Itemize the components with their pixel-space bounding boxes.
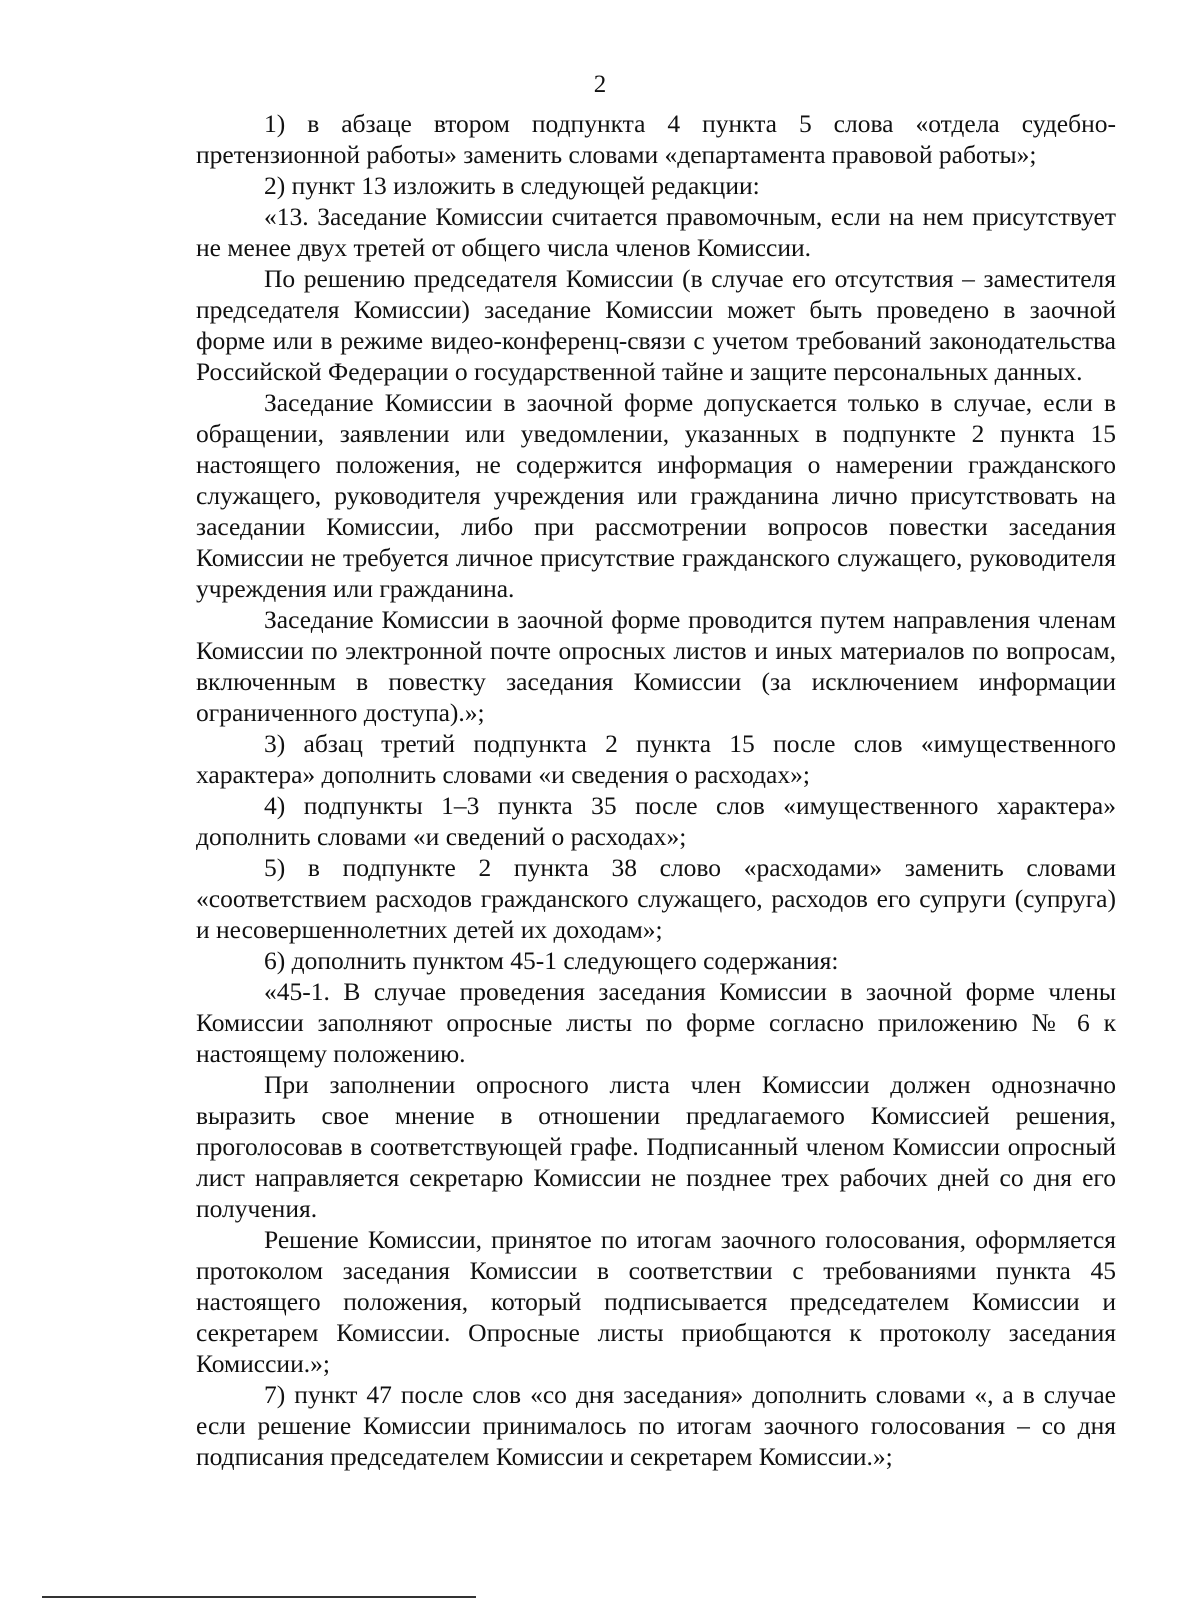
paragraph-point-13: «13. Заседание Комиссии считается правомочным, если на нем присутствует не менее двух третей от общего числа членов Комиссии. [196,202,1116,262]
paragraph-item-4: 4) подпункты 1–3 пункта 35 после слов «имущественного характера» дополнить словами «и сведений о расходах»; [196,791,1116,851]
paragraph-point-45-1: «45-1. В случае проведения заседания Комиссии в заочной форме члены Комиссии заполняют опросные листы по форме согласно приложению № 6 к настоящему положению. [196,977,1116,1068]
paragraph-item-3: 3) абзац третий подпункта 2 пункта 15 после слов «имущественного характера» дополнить словами «и сведения о расходах»; [196,729,1116,789]
paragraph-questionnaire: При заполнении опросного листа член Комиссии должен однозначно выразить свое мнение в отношении предлагаемого Комиссией решения, проголосовав в соответствующей графе. Подписанный членом Комиссии опросный лист направляется секретарю Комиссии не позднее трех рабочих дней со дня его получения. [196,1070,1116,1223]
paragraph-absentee-procedure: Заседание Комиссии в заочной форме проводится путем направления членам Комиссии по электронной почте опросных листов и иных материалов по вопросам, включенным в повестку заседания Комиссии (за исключением информации ограниченного доступа).»; [196,605,1116,727]
paragraph-absentee-conditions: Заседание Комиссии в заочной форме допускается только в случае, если в обращении, заявлении или уведомлении, указанных в подпункте 2 пункта 15 настоящего положения, не содержится информация о намерении гражданского служащего, руководителя учреждения или гражданина лично присутствовать на заседании Комиссии, либо при рассмотрении вопросов повестки заседания Комиссии не требуется личное присутствие гражданского служащего, руководителя учреждения или гражданина. [196,388,1116,603]
paragraph-remote-meeting: По решению председателя Комиссии (в случае его отсутствия – заместителя председателя Комиссии) заседание Комиссии может быть проведено в заочной форме или в режиме видео-конференц-связи с учетом требований законодательства Российской Федерации о государственной тайне и защите персональных данных. [196,264,1116,386]
paragraph-item-6: 6) дополнить пунктом 45-1 следующего содержания: [264,946,839,975]
document-body [196,108,1116,1472]
paragraph-item-5: 5) в подпункте 2 пункта 38 слово «расходами» заменить словами «соответствием расходов гражданского служащего, расходов его супруги (супруга) и несовершеннолетних детей их доходам»; [196,853,1116,944]
paragraph-item-2: 2) пункт 13 изложить в следующей редакции: [264,171,760,200]
paragraph-item-7: 7) пункт 47 после слов «со дня заседания» дополнить словами «, а в случае если решение Комиссии принималось по итогам заочного голосования – со дня подписания председателем Комиссии и секретарем Комиссии.»; [196,1380,1116,1471]
footer-divider [42,1596,476,1598]
paragraph-item-1: 1) в абзаце втором подпункта 4 пункта 5 слова «отдела судебно-претензионной работы» заменить словами «департамента правовой работы»; [196,109,1116,169]
paragraph-decision: Решение Комиссии, принятое по итогам заочного голосования, оформляется протоколом заседания Комиссии в соответствии с требованиями пункта 45 настоящего положения, который подписывается председателем Комиссии и секретарем Комиссии. Опросные листы приобщаются к протоколу заседания Комиссии.»; [196,1225,1116,1378]
page-number: 2 [593,71,607,98]
